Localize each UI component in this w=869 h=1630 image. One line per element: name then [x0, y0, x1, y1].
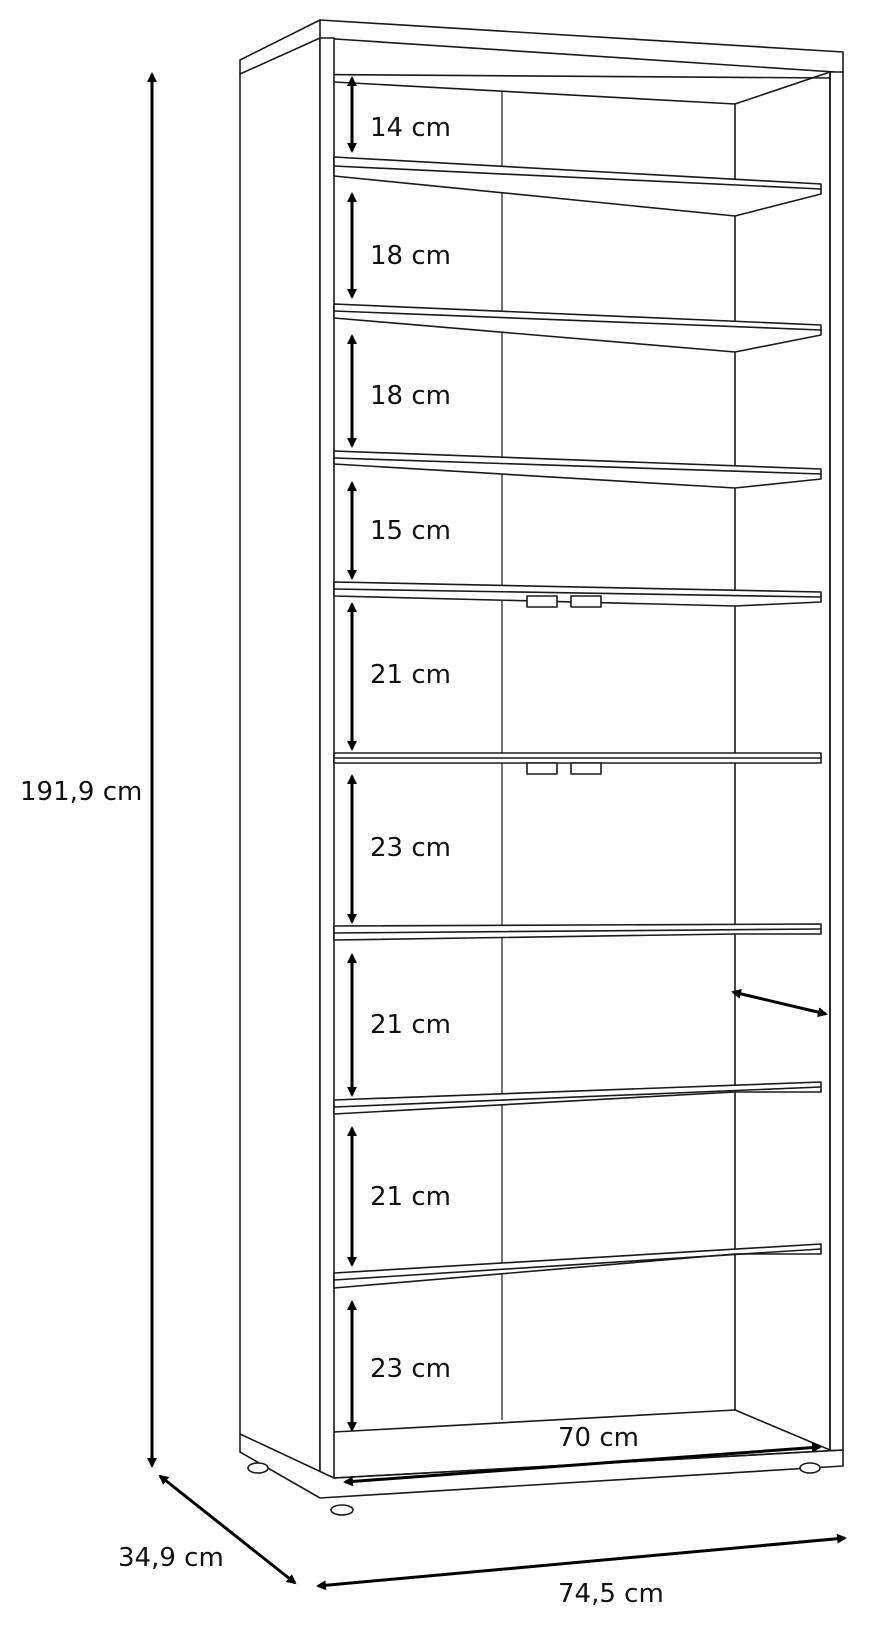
depth-label: 34,9 cm [118, 1543, 224, 1573]
shelf-gap-label: 23 cm [370, 833, 451, 863]
shelf-gap-label: 14 cm [370, 113, 451, 143]
inner-width-label: 70 cm [558, 1423, 639, 1453]
shelf-gap-label: 21 cm [370, 1010, 451, 1040]
shelf-clip [527, 763, 557, 774]
shelf [334, 1082, 821, 1114]
foot [800, 1463, 820, 1473]
shelf-gap-label: 21 cm [370, 1182, 451, 1212]
shelf-clips [527, 596, 601, 774]
total-height-label: 191,9 cm [20, 777, 143, 807]
shelf [334, 451, 821, 488]
shelf-gap-label: 18 cm [370, 381, 451, 411]
inner-depth-arrow [733, 992, 826, 1014]
right-side-panel [830, 72, 843, 1452]
foot [331, 1505, 353, 1515]
shelf-gap-label: 15 cm [370, 516, 451, 546]
shelf-gap-label: 21 cm [370, 660, 451, 690]
shelf-clip [571, 763, 601, 774]
cabinet [240, 20, 843, 1515]
left-front-edge [320, 38, 334, 1478]
shelf [334, 1244, 821, 1288]
shelf-gap-label: 18 cm [370, 241, 451, 271]
foot [248, 1463, 268, 1473]
shelf-clip [571, 596, 601, 607]
shelf-clip [527, 596, 557, 607]
shelves [334, 157, 821, 1288]
shelf [334, 157, 821, 216]
shelf [334, 304, 821, 352]
total-width-label: 74,5 cm [558, 1579, 664, 1609]
left-side-panel [240, 38, 320, 1478]
shelf-gap-label: 23 cm [370, 1354, 451, 1384]
